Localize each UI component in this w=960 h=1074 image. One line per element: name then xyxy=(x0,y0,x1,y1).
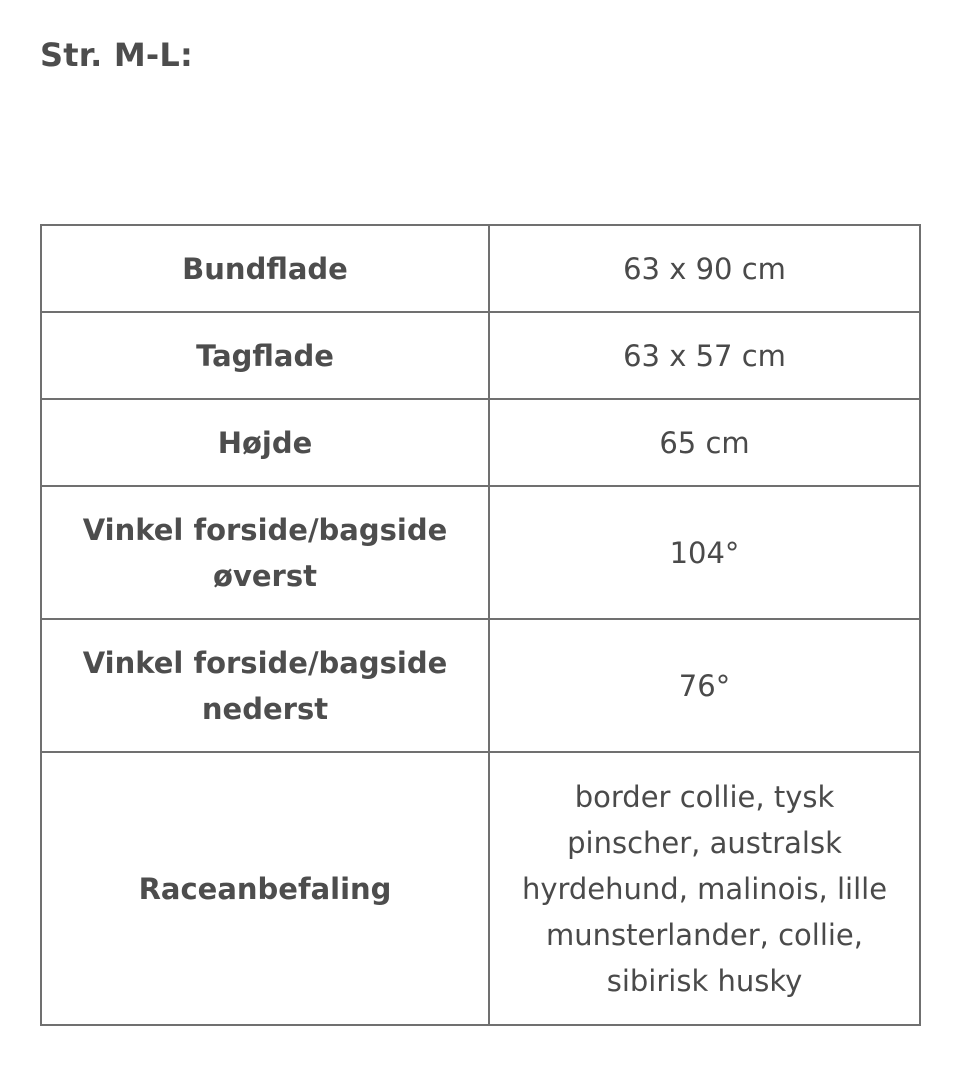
spec-label: Vinkel forside/bagside øverst xyxy=(41,486,489,619)
spec-value: 63 x 90 cm xyxy=(489,225,920,312)
spec-label: Vinkel forside/bagside nederst xyxy=(41,619,489,752)
spec-value: 63 x 57 cm xyxy=(489,312,920,399)
spec-value: border collie, tysk pinscher, australsk hyrdehund, malinois, lille munsterlander, collie, sibirisk husky xyxy=(489,752,920,1025)
spec-value: 65 cm xyxy=(489,399,920,486)
spec-label: Tagflade xyxy=(41,312,489,399)
spec-value: 104° xyxy=(489,486,920,619)
table-row xyxy=(41,752,920,1025)
spec-label: Raceanbefaling xyxy=(41,752,489,1025)
table-row xyxy=(41,312,920,399)
spec-label: Bundflade xyxy=(41,225,489,312)
table-row xyxy=(41,225,920,312)
spec-value: 76° xyxy=(489,619,920,752)
size-heading: Str. M-L: xyxy=(40,36,193,74)
spec-label: Højde xyxy=(41,399,489,486)
table-row xyxy=(41,619,920,752)
table-row xyxy=(41,486,920,619)
spec-table xyxy=(40,224,921,1026)
table-row xyxy=(41,399,920,486)
